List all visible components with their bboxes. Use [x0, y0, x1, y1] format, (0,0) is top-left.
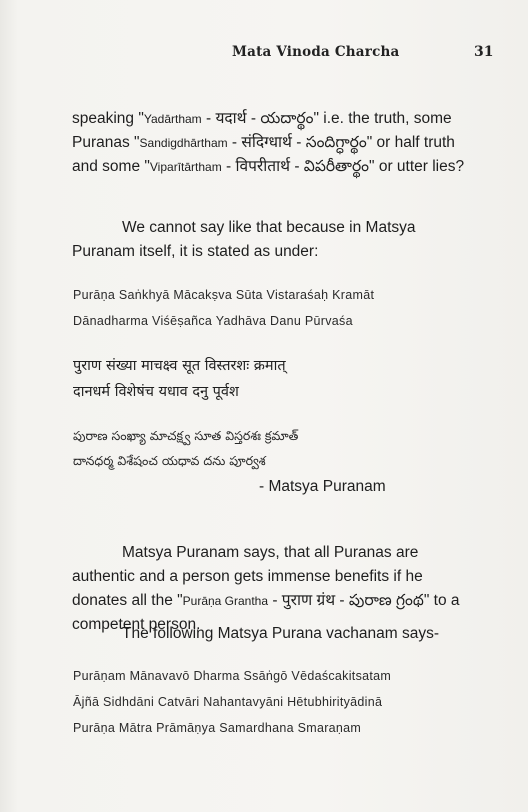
term-sandigdhartham: Sandigdhārtham [139, 136, 228, 150]
running-title: Mata Vinoda Charcha [232, 44, 400, 60]
para1-text-c: - संदिग्धार्थ - సందిగ్ధార్థం" or half truth and some " [72, 134, 455, 175]
devanagari-line2: दानधर्म विशेषंच यधाव दनु पूर्वश [73, 384, 239, 400]
verse2-line1: Purāṇam Mānavavō Dharma Ssāṅgō Vēdaścakitsatam [73, 669, 392, 683]
paragraph-matsya-statement: We cannot say like that because in Matsya Puranam itself, it is stated as under: [72, 219, 416, 260]
devanagari-line1: पुराण संख्या माचक्ष्व सूत विस्तरशः क्रमात् [73, 358, 286, 374]
page-number: 31 [474, 44, 494, 60]
para3-text-a: Matsya Puranam says, that all Puranas are authentic and a person gets immense benefits if he donates all the " [72, 544, 423, 609]
term-yadartham: Yadārtham [143, 112, 202, 126]
verse1-line2: Dānadharma Viśēṣañca Yadhāva Danu Pūrvaśa [73, 314, 353, 328]
paragraph-vachanam-intro: The following Matsya Purana vachanam says- [122, 625, 440, 642]
para1-text-d: - विपरीतार्थ - విపరీతార్థం" or utter lies? [221, 158, 465, 175]
verse1-line1: Purāṇa Saṅkhyā Mācakṣva Sūta Vistaraśaḥ Kramāt [73, 288, 375, 302]
para3-text-b: - पुराण ग्रंथ - పురాణ గ్రంథ" to a competent person. [72, 592, 460, 633]
telugu-line2: దానధర్మ విశేషంచ యధావ దను పూర్వశ [73, 453, 266, 468]
telugu-line1: పురాణ సంఖ్యా మాచక్ష్వ సూత విస్తరశః క్రమాత్ [73, 428, 299, 443]
paragraph-purana-types [72, 107, 476, 179]
term-viparitartham: Viparītārtham [149, 160, 222, 174]
para1-text-a: speaking " [72, 110, 144, 127]
verse2-line2: Ājñā Sidhdāni Catvāri Nahantavyāni Hētubhirityādinā [73, 695, 383, 709]
verse-attribution: - Matsya Puranam [259, 478, 386, 495]
para1-text-b: - यदार्थ - యదార్థం" i.e. the truth, some Puranas " [72, 110, 452, 151]
term-purana-grantha: Purāṇa Grantha [182, 594, 269, 608]
verse2-line3: Purāṇa Mātra Prāmāṇya Samardhana Smaraṇam [73, 721, 362, 735]
